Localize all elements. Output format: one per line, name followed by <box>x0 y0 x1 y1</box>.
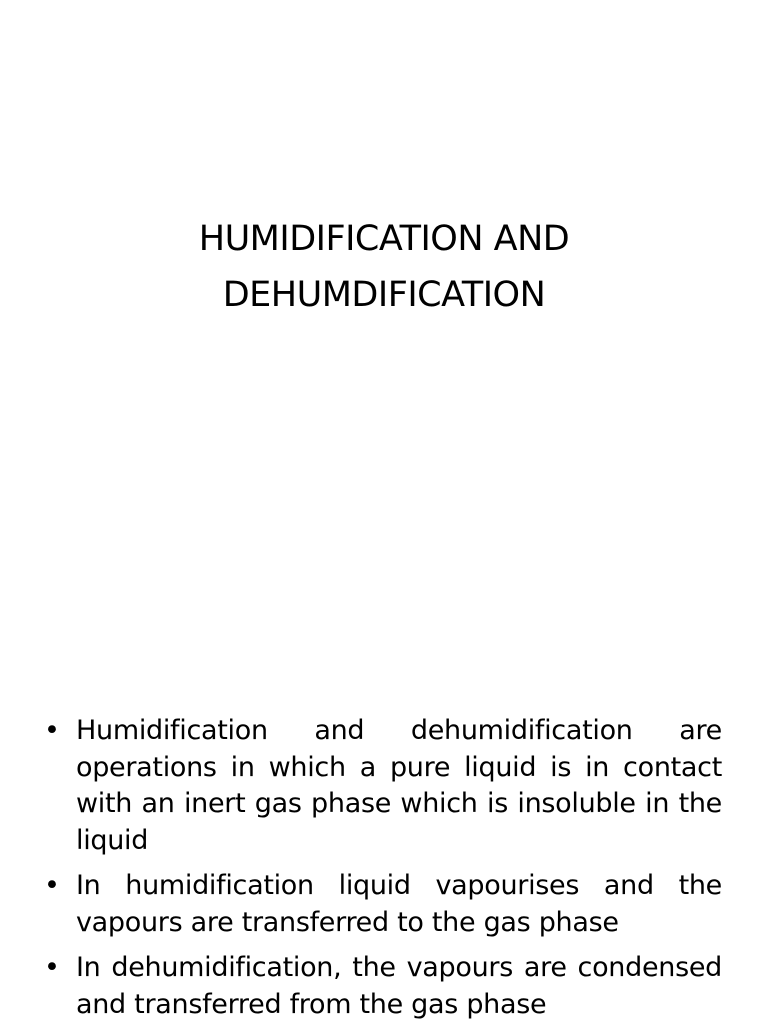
bullet-item-2 <box>44 868 722 941</box>
bullet-text-2: In humidification liquid vapourises and the vapours are transferred to the gas phase <box>76 870 722 938</box>
bullet-icon: • <box>44 952 60 983</box>
title-line-2: DEHUMDIFICATION <box>222 275 546 316</box>
bullet-text-1: Humidification and dehumidification are operations in which a pure liquid is in contact with an inert gas phase which is insoluble in the liquid <box>76 715 722 856</box>
bullet-item-1 <box>44 713 722 859</box>
bullet-list <box>44 713 722 1032</box>
slide-title <box>0 211 768 323</box>
bullet-item-3 <box>44 950 722 1023</box>
bullet-text-3: In dehumidification, the vapours are condensed and transferred from the gas phase <box>76 952 722 1020</box>
bullet-icon: • <box>44 870 60 901</box>
bullet-icon: • <box>44 715 60 746</box>
title-line-1: HUMIDIFICATION AND <box>198 219 570 260</box>
